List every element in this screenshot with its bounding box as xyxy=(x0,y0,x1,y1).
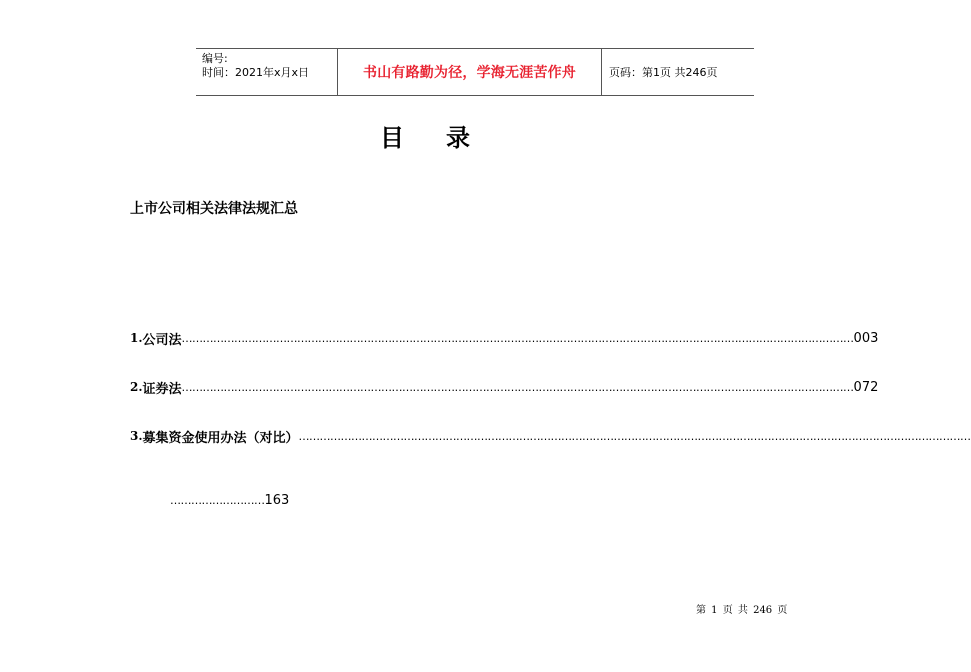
title-char-2: 录 xyxy=(446,123,470,152)
toc-dot-leader: ………………………………………………………………………………………………………………………………………………………………………… xyxy=(181,331,854,345)
page-footer: 第 1 页 共 246 页 xyxy=(696,605,788,616)
toc-number: 3. xyxy=(130,429,143,443)
time-text: 时间：2021年x月x日 xyxy=(202,66,310,79)
header-motto-cell xyxy=(338,49,602,95)
document-subtitle: 上市公司相关法律法规汇总 xyxy=(130,201,298,217)
toc-page-number: 072 xyxy=(853,379,879,395)
toc-number: 1. xyxy=(130,331,143,345)
toc-item-3[interactable] xyxy=(130,426,971,446)
toc-item-2[interactable] xyxy=(130,377,879,397)
toc-page-number: 163 xyxy=(264,492,290,508)
toc-item-3-continuation[interactable] xyxy=(170,490,289,510)
page-code: 页码：第1页 共246页 xyxy=(609,66,718,79)
header-left-cell xyxy=(196,49,338,95)
toc-dot-leader: ……………………… xyxy=(170,493,265,507)
toc-page-number: 003 xyxy=(853,330,879,346)
toc-dot-leader: ………………………………………………………………………………………………………………………………………………………………………… xyxy=(181,380,854,394)
motto-text: 书山有路勤为径，学海无涯苦作舟 xyxy=(363,65,576,81)
header-table xyxy=(196,48,754,96)
toc-label: 募集资金使用办法（对比） xyxy=(142,430,299,446)
serial-label: 编号: xyxy=(202,52,228,65)
toc-label: 公司法 xyxy=(142,332,182,348)
page-title xyxy=(380,118,470,153)
header-page-cell xyxy=(602,49,754,95)
toc-number: 2. xyxy=(130,380,143,394)
toc-item-1[interactable] xyxy=(130,328,879,348)
toc-dot-leader: ………………………………………………………………………………………………………………………………………………………………………… xyxy=(298,429,971,443)
toc-label: 证券法 xyxy=(142,381,182,397)
title-char-1: 目 xyxy=(380,123,404,152)
